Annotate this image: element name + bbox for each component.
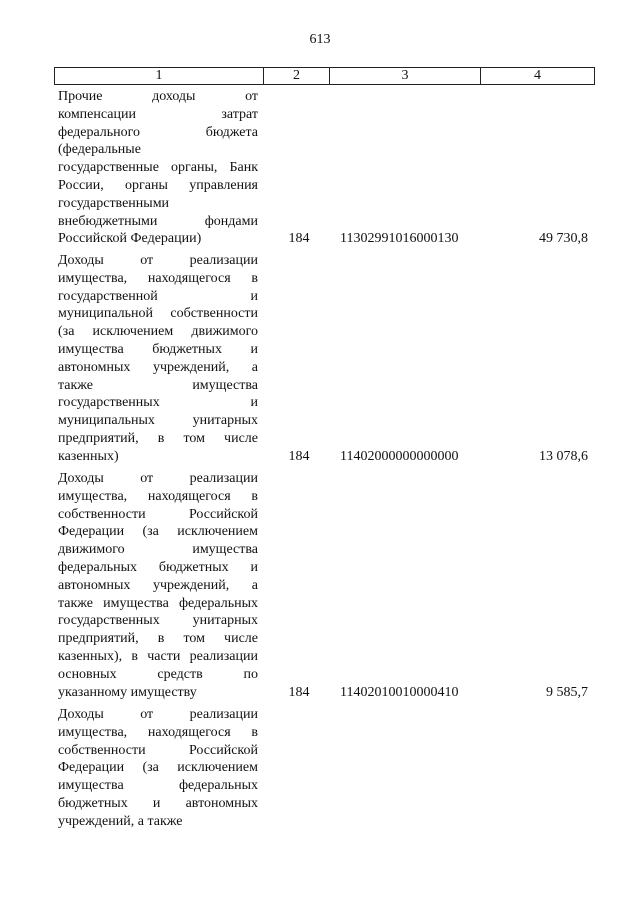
table-row xyxy=(58,88,595,248)
description-line: предприятий, в том числе xyxy=(58,631,258,647)
description-line: казенных) xyxy=(58,448,119,464)
row-amount: 9 585,7 xyxy=(546,684,588,700)
description-line: собственности Российской xyxy=(58,742,258,758)
description-line: федерального бюджета xyxy=(58,124,258,140)
description-line: внебюджетными фондами xyxy=(58,213,258,229)
table-row xyxy=(58,252,595,466)
description-line: федеральных бюджетных и xyxy=(58,559,258,575)
description-line: (федеральные xyxy=(58,142,141,158)
description-line: автономных учреждений, а xyxy=(58,577,258,593)
description-line: казенных), в части реализации xyxy=(58,648,258,664)
row-admin-code: 184 xyxy=(288,684,310,700)
header-col-4: 4 xyxy=(534,68,541,83)
row-description xyxy=(58,470,258,701)
table-header-row xyxy=(54,67,595,85)
description-line: основных средств по xyxy=(58,666,258,682)
description-line: указанному имуществу xyxy=(58,684,197,700)
description-line: государственных и xyxy=(58,395,258,411)
description-line: имущества бюджетных и xyxy=(58,341,258,357)
description-line: России, органы управления xyxy=(58,177,258,193)
description-line: имущества, находящегося в xyxy=(58,724,258,740)
description-line: муниципальных унитарных xyxy=(58,413,258,429)
description-line: Федерации (за исключением xyxy=(58,524,258,540)
row-kbk-code: 11402000000000000 xyxy=(340,448,459,464)
row-admin-code: 184 xyxy=(288,231,310,247)
description-line: муниципальной собственности xyxy=(58,306,258,322)
row-description xyxy=(58,252,258,466)
table-row xyxy=(58,470,595,701)
description-line: государственной и xyxy=(58,288,258,304)
row-description xyxy=(58,88,258,248)
description-line: Доходы от реализации xyxy=(58,253,258,268)
header-col-2: 2 xyxy=(264,68,330,84)
page-number: 613 xyxy=(309,32,331,47)
description-line: собственности Российской xyxy=(58,506,258,522)
description-line: Доходы от реализации xyxy=(58,471,258,486)
description-line: учреждений, а также xyxy=(58,813,183,829)
row-admin-code: 184 xyxy=(288,448,310,464)
table-row xyxy=(58,706,595,831)
description-line: Прочие доходы от xyxy=(58,89,258,104)
header-col-1: 1 xyxy=(55,68,264,84)
header-col-3: 3 xyxy=(330,68,481,84)
description-line: имущества федеральных xyxy=(58,778,258,794)
description-line: предприятий, в том числе xyxy=(58,430,258,446)
row-amount: 49 730,8 xyxy=(539,231,588,247)
description-line: также имущества xyxy=(58,377,258,393)
description-line: также имущества федеральных xyxy=(58,595,258,611)
description-line: Доходы от реализации xyxy=(58,707,258,722)
row-amount: 13 078,6 xyxy=(539,448,588,464)
description-line: государственных унитарных xyxy=(58,613,258,629)
description-line: автономных учреждений, а xyxy=(58,359,258,375)
row-kbk-code: 11402010010000410 xyxy=(340,684,459,700)
row-description xyxy=(58,706,258,831)
description-line: государственными xyxy=(58,195,170,211)
description-line: государственные органы, Банк xyxy=(58,160,258,176)
description-line: Российской Федерации) xyxy=(58,231,202,247)
description-line: Федерации (за исключением xyxy=(58,760,258,776)
description-line: движимого имущества xyxy=(58,542,258,558)
description-line: компенсации затрат xyxy=(58,106,258,122)
description-line: имущества, находящегося в xyxy=(58,488,258,504)
row-kbk-code: 11302991016000130 xyxy=(340,231,459,247)
description-line: бюджетных и автономных xyxy=(58,795,258,811)
description-line: (за исключением движимого xyxy=(58,324,258,340)
description-line: имущества, находящегося в xyxy=(58,270,258,286)
